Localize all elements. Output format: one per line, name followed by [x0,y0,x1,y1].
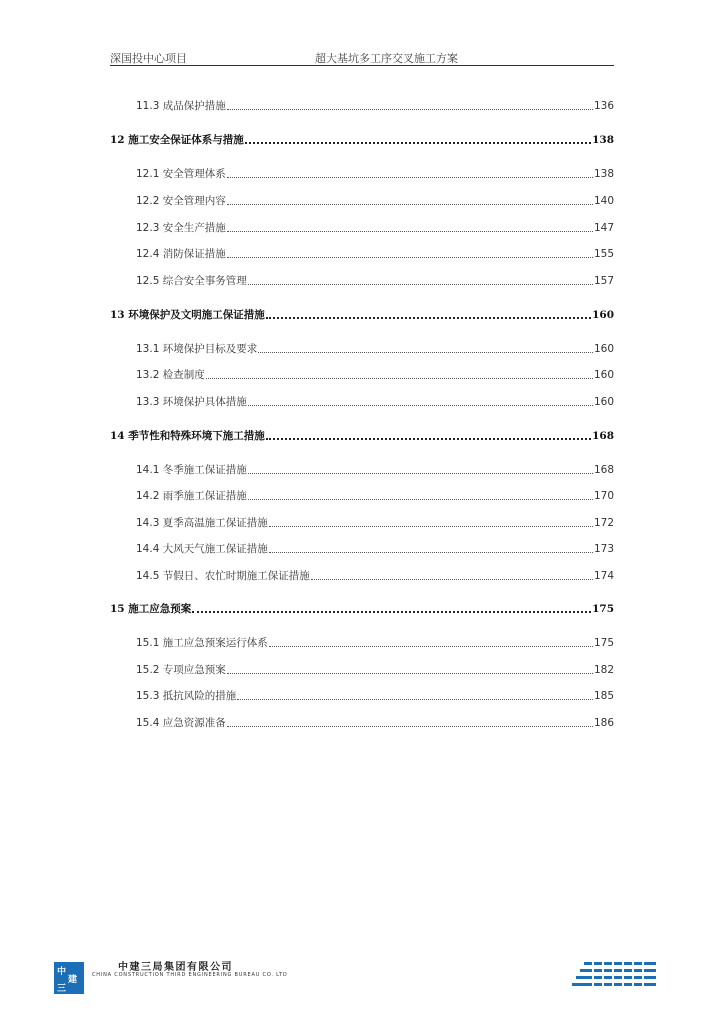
toc-entry-title: 14.4 大风天气施工保证措施 [136,543,268,555]
header-project-name: 深国投中心项目 [110,52,187,65]
toc-page-number: 155 [593,248,614,260]
toc-section-entry[interactable] [110,367,614,383]
toc-dot-leader [227,673,593,674]
toc-section-entry[interactable] [110,515,614,531]
toc-page-number: 173 [593,543,614,555]
toc-section-entry[interactable] [110,273,614,289]
toc-entry-title: 15 施工应急预案 [110,603,192,615]
toc-chapter-entry[interactable] [110,307,614,323]
toc-entry-title: 15.3 抵抗风险的措施 [136,690,237,702]
toc-dot-leader [269,526,593,527]
toc-section-entry[interactable] [110,662,614,678]
toc-section-entry[interactable] [110,462,614,478]
toc-chapter-entry[interactable] [110,601,614,617]
toc-entry-title: 13.1 环境保护目标及要求 [136,343,258,355]
toc-entry-title: 12.1 安全管理体系 [136,168,226,180]
toc-dot-leader [248,473,593,474]
toc-entry-title: 13.2 检查制度 [136,369,205,381]
page-header [110,50,614,66]
toc-dot-leader [266,438,591,440]
toc-dot-leader [237,699,593,700]
toc-dot-leader [227,231,593,232]
bureau-mark-icon [566,962,658,988]
toc-entry-title: 11.3 成品保护措施 [136,100,226,112]
toc-entry-title: 14.1 冬季施工保证措施 [136,464,247,476]
toc-entry-title: 12.4 消防保证措施 [136,248,226,260]
toc-section-entry[interactable] [110,635,614,651]
toc-dot-leader [227,257,593,258]
toc-entry-title: 15.4 应急资源准备 [136,717,226,729]
toc-section-entry[interactable] [110,166,614,182]
toc-entry-title: 13.3 环境保护具体措施 [136,396,247,408]
cscec-logo-icon: 中 建 三 [54,962,84,994]
toc-page-number: 136 [593,100,614,112]
toc-entry-title: 12 施工安全保证体系与措施 [110,134,244,146]
toc-page-number: 185 [593,690,614,702]
toc-entry-title: 12.5 综合安全事务管理 [136,275,247,287]
toc-section-entry[interactable] [110,246,614,262]
toc-chapter-entry[interactable] [110,428,614,444]
toc-section-entry[interactable] [110,394,614,410]
toc-page-number: 160 [592,309,614,321]
toc-page-number: 186 [593,717,614,729]
toc-dot-leader [227,204,593,205]
toc-dot-leader [248,284,593,285]
toc-dot-leader [227,726,593,727]
toc-page-number: 174 [593,570,614,582]
toc-entry-title: 14.5 节假日、农忙时期施工保证措施 [136,570,310,582]
toc-section-entry[interactable] [110,488,614,504]
header-rule [110,65,614,66]
toc-section-entry[interactable] [110,541,614,557]
toc-dot-leader [311,579,593,580]
footer-company-english: CHINA CONSTRUCTION THIRD ENGINEERING BUREAU CO. LTD [92,972,288,978]
toc-dot-leader [266,317,591,319]
toc-page-number: 168 [593,464,614,476]
toc-page-number: 175 [592,603,614,615]
toc-dot-leader [192,611,591,613]
toc-section-entry[interactable] [110,341,614,357]
toc-entry-title: 14.3 夏季高温施工保证措施 [136,517,268,529]
footer-company-name: 中建三局集团有限公司 [118,962,233,973]
toc-section-entry[interactable] [110,688,614,704]
toc-entry-title: 14.2 雨季施工保证措施 [136,490,247,502]
toc-page-number: 182 [593,664,614,676]
toc-entry-title: 15.1 施工应急预案运行体系 [136,637,268,649]
toc-section-entry[interactable] [110,193,614,209]
toc-entry-title: 12.2 安全管理内容 [136,195,226,207]
toc-page-number: 170 [593,490,614,502]
toc-page-number: 157 [593,275,614,287]
toc-chapter-entry[interactable] [110,132,614,148]
toc-page-number: 160 [593,343,614,355]
toc-dot-leader [258,352,593,353]
toc-page-number: 138 [593,168,614,180]
toc-dot-leader [248,405,593,406]
toc-entry-title: 14 季节性和特殊环境下施工措施 [110,430,265,442]
toc-entry-title: 15.2 专项应急预案 [136,664,226,676]
toc-page-number: 147 [593,222,614,234]
toc-section-entry[interactable] [110,220,614,236]
toc-section-entry[interactable] [110,568,614,584]
toc-dot-leader [227,177,593,178]
toc-dot-leader [248,499,593,500]
toc-entry-title: 13 环境保护及文明施工保证措施 [110,309,265,321]
toc-dot-leader [245,142,591,144]
toc-page-number: 175 [593,637,614,649]
toc-section-entry[interactable] [110,98,614,114]
toc-section-entry[interactable] [110,715,614,731]
toc-page-number: 140 [593,195,614,207]
toc-entry-title: 12.3 安全生产措施 [136,222,226,234]
toc-dot-leader [206,378,593,379]
toc-dot-leader [227,109,593,110]
header-document-title: 超大基坑多工序交叉施工方案 [315,52,458,65]
toc-dot-leader [269,552,593,553]
toc-page-number: 160 [593,369,614,381]
toc-page-number: 160 [593,396,614,408]
toc-page-number: 172 [593,517,614,529]
toc-dot-leader [269,646,593,647]
toc-page-number: 138 [592,134,614,146]
toc-page-number: 168 [592,430,614,442]
